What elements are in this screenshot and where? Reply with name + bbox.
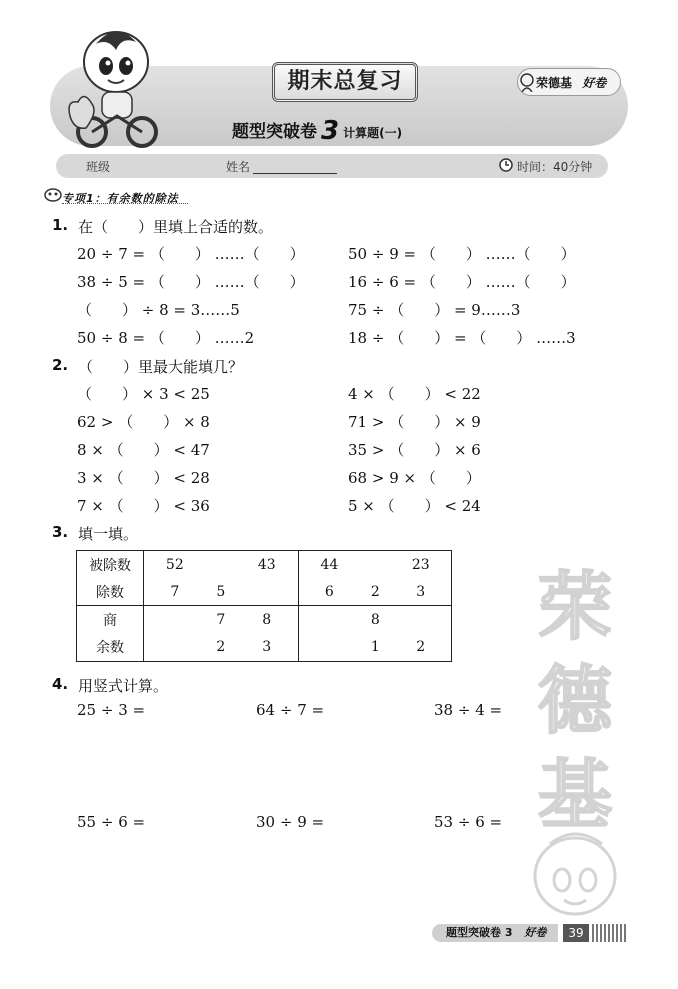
q2-item: 8 × （ ） < 47 bbox=[77, 441, 210, 459]
name-field[interactable] bbox=[253, 173, 337, 174]
q4-item: 55 ÷ 6 = bbox=[77, 813, 146, 831]
remainder-table bbox=[76, 550, 452, 662]
brand-tag: 好卷 bbox=[582, 76, 607, 90]
question-1-number: 1. bbox=[52, 216, 69, 234]
footer-tag: 好卷 bbox=[524, 926, 547, 939]
row-label: 除数 bbox=[77, 578, 144, 606]
table-row bbox=[77, 606, 451, 634]
watermark-mascot-icon bbox=[520, 830, 630, 926]
q2-item: 4 × （ ） < 22 bbox=[348, 385, 481, 403]
subtitle-number: 3 bbox=[321, 116, 340, 146]
page-title: 期末总复习 bbox=[272, 62, 418, 102]
question-1-title: 在（ ）里填上合适的数。 bbox=[78, 218, 274, 236]
brand-name: 荣德基 bbox=[536, 76, 573, 90]
section-title: 专项1：有余数的除法 bbox=[62, 192, 179, 205]
q1-item: 20 ÷ 7 = （ ） ……（ ） bbox=[77, 245, 305, 263]
footer-decoration bbox=[592, 924, 628, 942]
q1-item: 50 ÷ 8 = （ ） ……2 bbox=[77, 329, 255, 347]
table-cell bbox=[360, 551, 390, 578]
table-cell: 8 bbox=[360, 606, 390, 634]
name-label: 姓名 bbox=[226, 160, 251, 174]
question-2-number: 2. bbox=[52, 356, 69, 374]
row-label: 余数 bbox=[77, 634, 144, 661]
clock-icon bbox=[498, 157, 514, 173]
q4-item: 30 ÷ 9 = bbox=[256, 813, 325, 831]
table-cell bbox=[206, 551, 236, 578]
table-cell bbox=[298, 606, 360, 634]
row-label: 商 bbox=[77, 606, 144, 634]
q2-item: 68 > 9 × （ ） bbox=[348, 469, 481, 487]
q2-item: 3 × （ ） < 28 bbox=[77, 469, 210, 487]
footer-text: 题型突破卷 3 bbox=[446, 926, 513, 939]
section-underline bbox=[62, 203, 188, 204]
q2-item: 35 > （ ） × 6 bbox=[348, 441, 481, 459]
table-cell bbox=[298, 634, 360, 661]
q2-item: 7 × （ ） < 36 bbox=[77, 497, 210, 515]
table-cell: 3 bbox=[416, 583, 426, 600]
brand-face-icon bbox=[520, 72, 534, 92]
class-label: 班级 bbox=[86, 160, 111, 174]
table-cell: 7 bbox=[206, 606, 236, 634]
table-cell: 2 bbox=[416, 639, 426, 656]
table-row bbox=[77, 551, 451, 578]
table-cell: 8 bbox=[236, 606, 298, 634]
row-label: 被除数 bbox=[77, 551, 144, 578]
table-row bbox=[77, 634, 451, 661]
table-cell bbox=[144, 634, 206, 661]
table-cell bbox=[144, 606, 206, 634]
table-cell: 23 bbox=[411, 556, 430, 573]
q2-item: 5 × （ ） < 24 bbox=[348, 497, 481, 515]
table-cell: 3 bbox=[236, 634, 298, 661]
q2-item: 71 > （ ） × 9 bbox=[348, 413, 481, 431]
table-cell bbox=[390, 606, 451, 634]
q1-item: 75 ÷ （ ） = 9……3 bbox=[348, 301, 521, 319]
table-cell: 43 bbox=[236, 551, 298, 578]
subtitle-prefix: 题型突破卷 bbox=[232, 122, 317, 142]
table-cell: 52 bbox=[165, 556, 184, 573]
table-row bbox=[77, 578, 451, 606]
page-subtitle bbox=[232, 116, 402, 146]
watermark bbox=[530, 560, 620, 842]
section-marker-icon bbox=[44, 188, 62, 202]
footer-label bbox=[432, 924, 558, 942]
watermark-text: 荣德基 bbox=[538, 564, 612, 838]
table-cell: 7 bbox=[170, 583, 180, 600]
question-4-number: 4. bbox=[52, 675, 69, 693]
q1-item: 38 ÷ 5 = （ ） ……（ ） bbox=[77, 273, 305, 291]
question-3-title: 填一填。 bbox=[78, 525, 139, 543]
table-cell: 44 bbox=[320, 556, 339, 573]
q1-item: 18 ÷ （ ） = （ ） ……3 bbox=[348, 329, 576, 347]
q1-item: 16 ÷ 6 = （ ） ……（ ） bbox=[348, 273, 576, 291]
table-cell bbox=[236, 578, 298, 606]
table-cell: 5 bbox=[216, 583, 226, 600]
table-cell: 6 bbox=[324, 583, 334, 600]
table-cell: 2 bbox=[216, 639, 226, 656]
question-2-title: （ ）里最大能填几？ bbox=[78, 358, 244, 376]
q1-item: （ ） ÷ 8 = 3……5 bbox=[77, 301, 240, 319]
q1-item: 50 ÷ 9 = （ ） ……（ ） bbox=[348, 245, 576, 263]
question-3-number: 3. bbox=[52, 523, 69, 541]
q2-item: 62 > （ ） × 8 bbox=[77, 413, 210, 431]
subtitle-suffix: 计算题(一) bbox=[343, 126, 403, 140]
q2-item: （ ） × 3 < 25 bbox=[77, 385, 210, 403]
q4-item: 64 ÷ 7 = bbox=[256, 701, 325, 719]
q4-item: 53 ÷ 6 = bbox=[434, 813, 503, 831]
table-cell: 2 bbox=[370, 583, 380, 600]
mascot-icon bbox=[62, 20, 162, 150]
table-cell: 1 bbox=[370, 639, 380, 656]
time-label: 时间：40分钟 bbox=[517, 160, 593, 174]
question-4-title: 用竖式计算。 bbox=[78, 677, 169, 695]
page-number: 39 bbox=[563, 924, 589, 942]
q4-item: 38 ÷ 4 = bbox=[434, 701, 503, 719]
q4-item: 25 ÷ 3 = bbox=[77, 701, 146, 719]
